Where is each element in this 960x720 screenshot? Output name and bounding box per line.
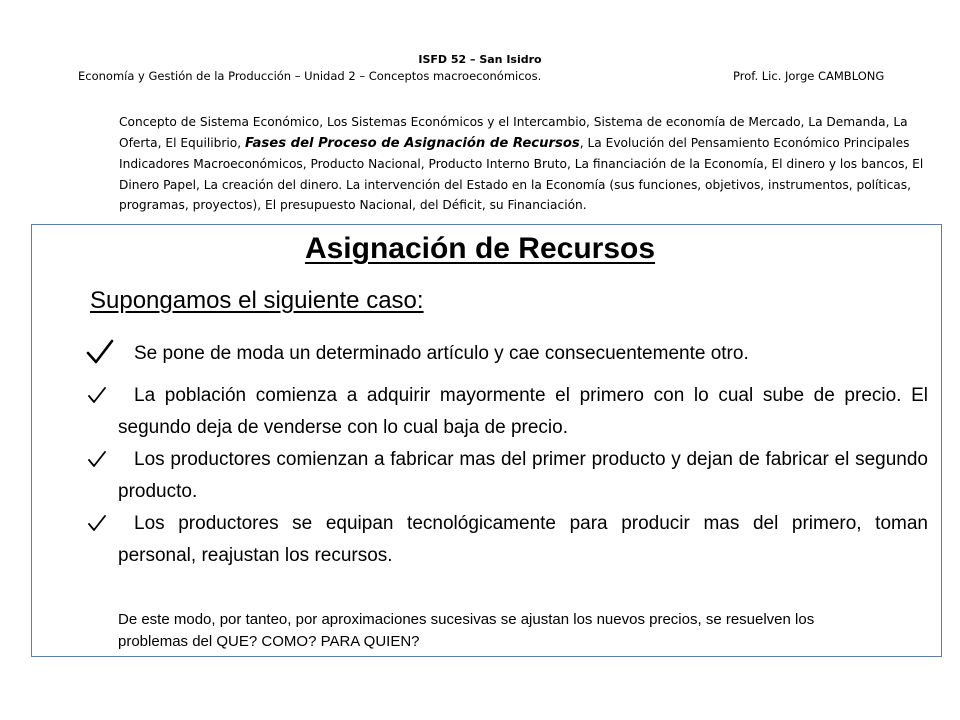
topics-text-before: Concepto de Sistema Económico, Los Sistemas Económicos y el Intercambio, Sistema de economía de Mercado, La Demanda, La Oferta, El Equilibrio, [119, 115, 908, 150]
checkmark-icon [86, 338, 114, 371]
slide-subtitle: Supongamos el siguiente caso: [90, 287, 424, 314]
bullet-text: Los productores se equipan tecnológicamente para producir mas del primero, toman personal, reajustan los recursos. [118, 513, 928, 566]
header-subtitle: Economía y Gestión de la Producción – Unidad 2 – Conceptos macroeconómicos. [78, 69, 542, 83]
conclusion-text: De este modo, por tanteo, por aproximaciones sucesivas se ajustan los nuevos precios, se resuelven los problemas del QUE? COMO? PARA QUIEN? [118, 611, 815, 650]
bullet-text: Los productores comienzan a fabricar mas del primer producto y dejan de fabricar el segundo producto. [118, 449, 928, 502]
topics-highlight: Fases del Proceso de Asignación de Recursos [245, 135, 580, 151]
checkmark-icon [88, 386, 106, 409]
header-institution: ISFD 52 – San Isidro [418, 53, 542, 66]
bullet-text: Se pone de moda un determinado artículo y cae consecuentemente otro. [134, 343, 749, 364]
bullet-text: La población comienza a adquirir mayormente el primero con lo cual sube de precio. El segundo deja de venderse con lo cual baja de precio. [118, 385, 928, 438]
checkmark-icon [88, 514, 106, 537]
checkmark-icon [88, 450, 106, 473]
header-professor: Prof. Lic. Jorge CAMBLONG [733, 69, 885, 83]
slide-title: Asignación de Recursos [304, 232, 656, 265]
topics-text-after: , La Evolución del Pensamiento Económico Principales Indicadores Macroeconómicos, Producto Nacional, Producto Interno Bruto, La financiación de la Economía, El dinero y los bancos, El Dinero Papel, La creación del dinero. La intervención del Estado en la Economía (sus funciones, objetivos, instrumentos, políticas, programas, proyectos), El presupuesto Nacional, del Déficit, su Financiación. [119, 135, 924, 213]
topics-paragraph [119, 112, 934, 216]
